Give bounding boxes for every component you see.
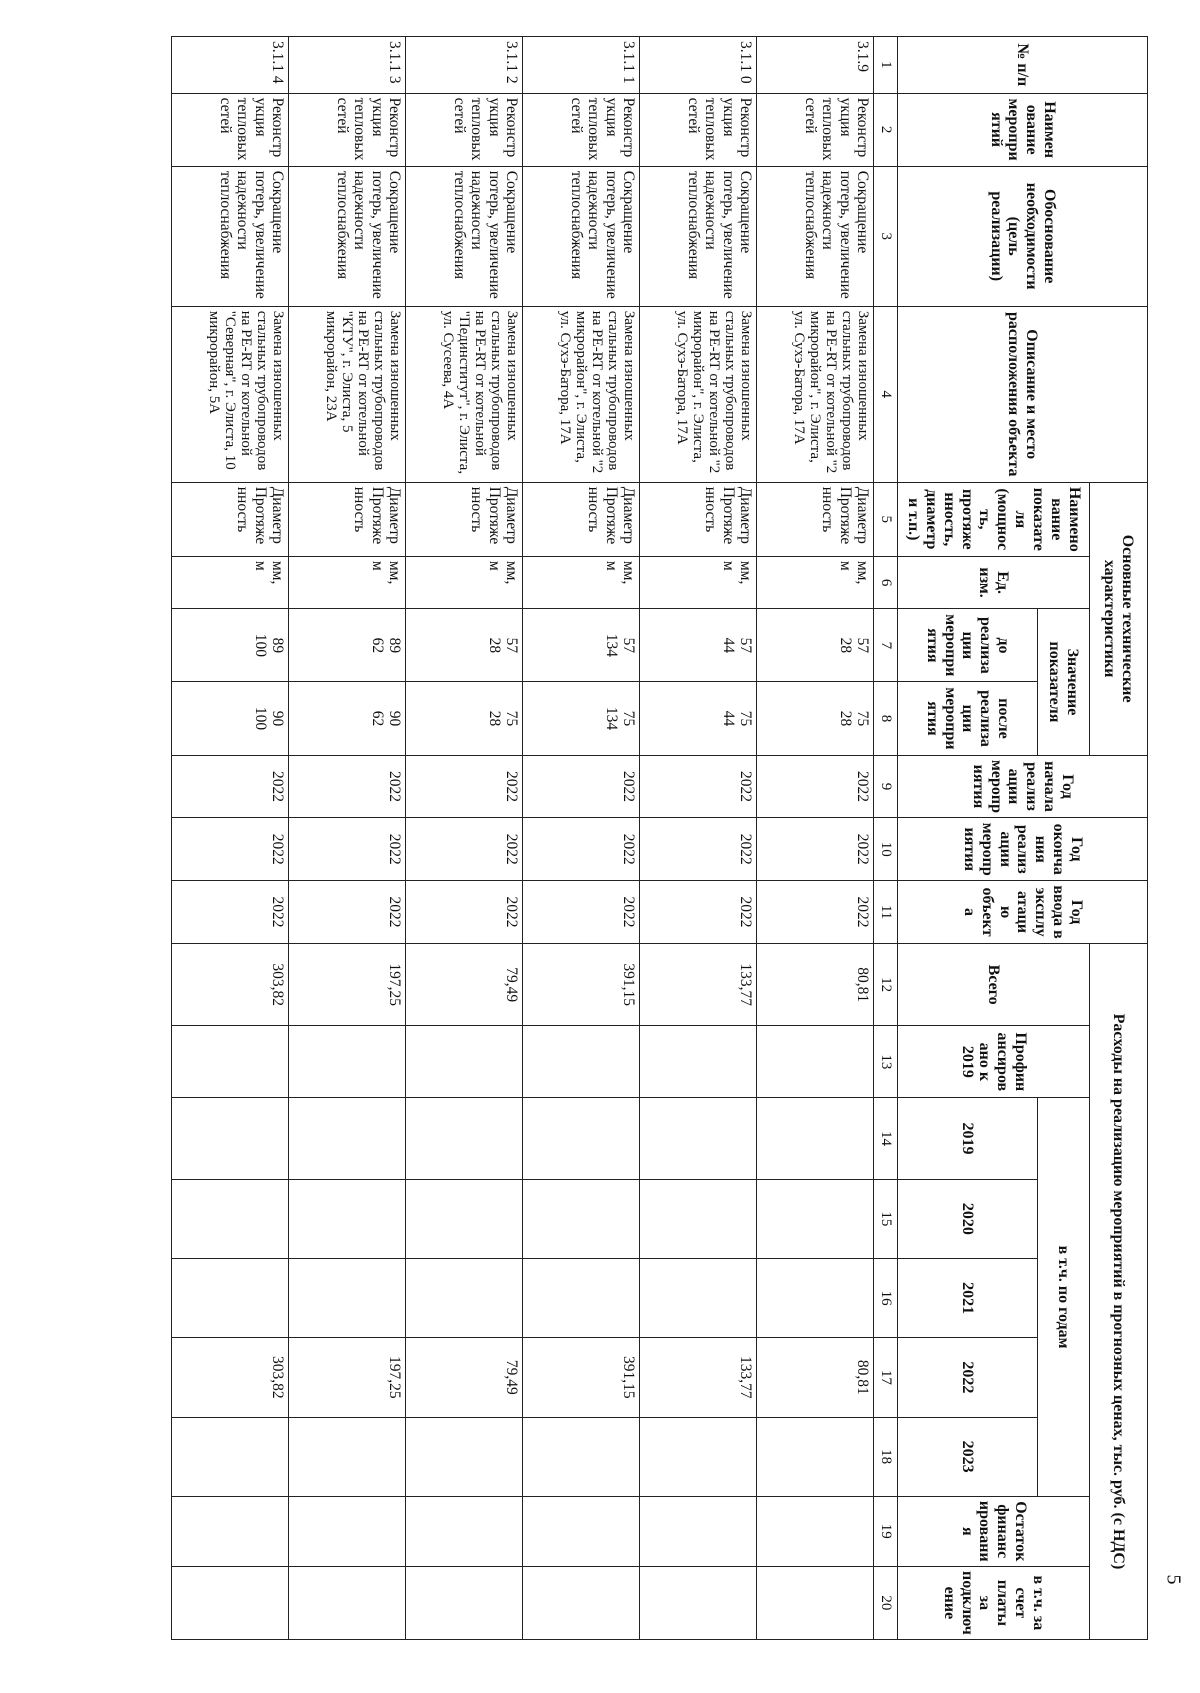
column-number: 11	[874, 881, 898, 944]
total-cost: 303,82	[172, 943, 289, 1025]
remainder-cell	[289, 1496, 406, 1566]
value-after: 75 134	[523, 682, 640, 755]
commission-year: 2022	[757, 881, 874, 944]
measure-name: Реконстр укция тепловых сетей	[406, 93, 523, 166]
connection-fee-cell	[523, 1566, 640, 1639]
start-year: 2022	[757, 755, 874, 818]
header-year-2019: 2019	[898, 1098, 1038, 1179]
financed-cell	[640, 1026, 757, 1098]
cost-2020	[640, 1179, 757, 1258]
header-description: Описание и место расположения объекта	[898, 306, 1148, 482]
cost-2019	[172, 1098, 289, 1179]
cost-2021	[406, 1258, 523, 1337]
end-year: 2022	[757, 818, 874, 881]
value-before: 57 44	[640, 609, 757, 682]
unit-cell: мм, м	[289, 556, 406, 609]
table-row	[406, 37, 523, 1640]
cost-2023	[523, 1417, 640, 1496]
column-number: 15	[874, 1179, 898, 1258]
value-after: 75 28	[757, 682, 874, 755]
connection-fee-cell	[757, 1566, 874, 1639]
value-before: 89 62	[289, 609, 406, 682]
header-total: Всего	[898, 943, 1090, 1025]
header-by-years: в т.ч. по годам	[1038, 1098, 1090, 1496]
value-before: 89 100	[172, 609, 289, 682]
connection-fee-cell	[640, 1566, 757, 1639]
description-cell: Замена изношенных стальных трубопроводов на PE-RT от котельной "2 микрорайон", г. Элиста, ул. Сухэ-Батора, 17А	[523, 306, 640, 482]
column-number: 7	[874, 609, 898, 682]
header-financed: Профинансировано к 2019	[898, 1026, 1090, 1098]
value-before: 57 134	[523, 609, 640, 682]
remainder-cell	[640, 1496, 757, 1566]
description-cell: Замена изношенных стальных трубопроводов на PE-RT от котельной "2 микрорайон", г. Элиста, ул. Сухэ-Батора, 17А	[640, 306, 757, 482]
measure-name: Реконстр укция тепловых сетей	[523, 93, 640, 166]
cost-2019	[757, 1098, 874, 1179]
end-year: 2022	[640, 818, 757, 881]
column-number: 16	[874, 1258, 898, 1337]
value-after: 75 28	[406, 682, 523, 755]
row-number: 3.1.1 3	[289, 37, 406, 94]
description-cell: Замена изношенных стальных трубопроводов на PE-RT от котельной "КТУ", г. Элиста, 5 микрорайон, 23А	[289, 306, 406, 482]
measure-name: Реконстр укция тепловых сетей	[289, 93, 406, 166]
indicator-cell: Диаметр Протяже нность	[640, 482, 757, 556]
cost-2023	[757, 1417, 874, 1496]
financed-cell	[172, 1026, 289, 1098]
cost-2020	[757, 1179, 874, 1258]
description-cell: Замена изношенных стальных трубопроводов на PE-RT от котельной "Пединститут", г. Элиста, ул. Сусеева, 4А	[406, 306, 523, 482]
header-before: до реализации мероприятия	[898, 609, 1038, 682]
unit-cell: мм, м	[172, 556, 289, 609]
end-year: 2022	[172, 818, 289, 881]
start-year: 2022	[640, 755, 757, 818]
cost-2019	[523, 1098, 640, 1179]
column-number: 1	[874, 37, 898, 94]
header-end-year: Год окончания реализации мероприятия	[898, 818, 1148, 881]
reason-cell: Сокращение потерь, увеличение надежности теплоснабжения	[172, 166, 289, 306]
measure-name: Реконстр укция тепловых сетей	[640, 93, 757, 166]
table-row	[172, 37, 289, 1640]
reason-cell: Сокращение потерь, увеличение надежности теплоснабжения	[289, 166, 406, 306]
end-year: 2022	[523, 818, 640, 881]
remainder-cell	[172, 1496, 289, 1566]
column-number: 12	[874, 943, 898, 1025]
column-number: 9	[874, 755, 898, 818]
reason-cell: Сокращение потерь, увеличение надежности теплоснабжения	[640, 166, 757, 306]
column-number: 10	[874, 818, 898, 881]
cost-2022: 79,49	[406, 1338, 523, 1417]
header-commission-year: Год ввода в эксплуатацию объекта	[898, 881, 1148, 944]
unit-cell: мм, м	[640, 556, 757, 609]
cost-2019	[640, 1098, 757, 1179]
connection-fee-cell	[172, 1566, 289, 1639]
connection-fee-cell	[406, 1566, 523, 1639]
page-number: 5	[1162, 1574, 1185, 1585]
start-year: 2022	[289, 755, 406, 818]
header-reason: Обоснование необходимости (цель реализации)	[898, 166, 1148, 306]
description-cell: Замена изношенных стальных трубопроводов на PE-RT от котельной "Северная", г. Элиста, 10 микрорайон, 5А	[172, 306, 289, 482]
header-year-2022: 2022	[898, 1338, 1038, 1417]
cost-2020	[172, 1179, 289, 1258]
row-number: 3.1.9	[757, 37, 874, 94]
table-row	[757, 37, 874, 1640]
header-num: № п/п	[898, 37, 1148, 94]
cost-2023	[406, 1417, 523, 1496]
total-cost: 79,49	[406, 943, 523, 1025]
header-tech-characteristics: Основные технические характеристики	[1090, 482, 1148, 755]
header-costs: Расходы на реализацию мероприятий в прогнозных ценах, тыс. руб. (с НДС)	[1090, 943, 1148, 1639]
rotated-page	[172, 36, 1148, 1640]
start-year: 2022	[406, 755, 523, 818]
cost-2023	[289, 1417, 406, 1496]
column-number: 18	[874, 1417, 898, 1496]
cost-2022: 303,82	[172, 1338, 289, 1417]
reason-cell: Сокращение потерь, увеличение надежности теплоснабжения	[523, 166, 640, 306]
header-indicator: Наименование показателя (мощность, протяженность, диаметр и т.п.)	[898, 482, 1090, 556]
table-row	[640, 37, 757, 1640]
header-unit: Ед. изм.	[898, 556, 1090, 609]
end-year: 2022	[406, 818, 523, 881]
column-number: 3	[874, 166, 898, 306]
header-indicator-value: Значение показателя	[1038, 609, 1090, 755]
financed-cell	[406, 1026, 523, 1098]
cost-2023	[172, 1417, 289, 1496]
column-number: 20	[874, 1566, 898, 1639]
connection-fee-cell	[289, 1566, 406, 1639]
cost-2020	[289, 1179, 406, 1258]
value-after: 90 100	[172, 682, 289, 755]
indicator-cell: Диаметр Протяже нность	[523, 482, 640, 556]
column-number: 6	[874, 556, 898, 609]
value-after: 90 62	[289, 682, 406, 755]
financed-cell	[289, 1026, 406, 1098]
commission-year: 2022	[523, 881, 640, 944]
total-cost: 133,77	[640, 943, 757, 1025]
unit-cell: мм, м	[757, 556, 874, 609]
commission-year: 2022	[640, 881, 757, 944]
commission-year: 2022	[172, 881, 289, 944]
row-number: 3.1.1 1	[523, 37, 640, 94]
cost-2023	[640, 1417, 757, 1496]
measure-name: Реконстр укция тепловых сетей	[757, 93, 874, 166]
financed-cell	[757, 1026, 874, 1098]
column-number: 5	[874, 482, 898, 556]
indicator-cell: Диаметр Протяже нность	[172, 482, 289, 556]
cost-2021	[523, 1258, 640, 1337]
remainder-cell	[406, 1496, 523, 1566]
cost-2021	[289, 1258, 406, 1337]
indicator-cell: Диаметр Протяже нность	[757, 482, 874, 556]
value-before: 57 28	[406, 609, 523, 682]
cost-2022: 391,15	[523, 1338, 640, 1417]
table-row	[523, 37, 640, 1640]
indicator-cell: Диаметр Протяже нность	[289, 482, 406, 556]
unit-cell: мм, м	[406, 556, 523, 609]
column-number: 19	[874, 1496, 898, 1566]
header-name: Наименование мероприятий	[898, 93, 1148, 166]
cost-2022: 133,77	[640, 1338, 757, 1417]
column-number: 4	[874, 306, 898, 482]
unit-cell: мм, м	[523, 556, 640, 609]
header-year-2021: 2021	[898, 1258, 1038, 1337]
row-number: 3.1.1 4	[172, 37, 289, 94]
total-cost: 80,81	[757, 943, 874, 1025]
cost-2020	[406, 1179, 523, 1258]
reason-cell: Сокращение потерь, увеличение надежности теплоснабжения	[406, 166, 523, 306]
header-remainder: Остаток финансирования	[898, 1496, 1090, 1566]
column-numbers-row	[874, 37, 898, 1640]
header-year-2020: 2020	[898, 1179, 1038, 1258]
end-year: 2022	[289, 818, 406, 881]
column-number: 2	[874, 93, 898, 166]
cost-2022: 197,25	[289, 1338, 406, 1417]
cost-2019	[406, 1098, 523, 1179]
remainder-cell	[757, 1496, 874, 1566]
remainder-cell	[523, 1496, 640, 1566]
row-number: 3.1.1 2	[406, 37, 523, 94]
measure-name: Реконстр укция тепловых сетей	[172, 93, 289, 166]
reason-cell: Сокращение потерь, увеличение надежности теплоснабжения	[757, 166, 874, 306]
column-number: 17	[874, 1338, 898, 1417]
value-after: 75 44	[640, 682, 757, 755]
cost-2021	[640, 1258, 757, 1337]
description-cell: Замена изношенных стальных трубопроводов на PE-RT от котельной "2 микрорайон", г. Элиста, ул. Сухэ-Батора, 17А	[757, 306, 874, 482]
commission-year: 2022	[406, 881, 523, 944]
start-year: 2022	[523, 755, 640, 818]
cost-2021	[757, 1258, 874, 1337]
value-before: 57 28	[757, 609, 874, 682]
column-number: 8	[874, 682, 898, 755]
investment-program-table	[171, 36, 1148, 1640]
financed-cell	[523, 1026, 640, 1098]
total-cost: 391,15	[523, 943, 640, 1025]
cost-2022: 80,81	[757, 1338, 874, 1417]
cost-2019	[289, 1098, 406, 1179]
total-cost: 197,25	[289, 943, 406, 1025]
header-connection-fee: в т.ч. за счет платы за подключение	[898, 1566, 1090, 1639]
start-year: 2022	[172, 755, 289, 818]
cost-2021	[172, 1258, 289, 1337]
table-row	[289, 37, 406, 1640]
cost-2020	[523, 1179, 640, 1258]
column-number: 13	[874, 1026, 898, 1098]
header-year-2023: 2023	[898, 1417, 1038, 1496]
commission-year: 2022	[289, 881, 406, 944]
column-number: 14	[874, 1098, 898, 1179]
header-after: после реализации мероприятия	[898, 682, 1038, 755]
row-number: 3.1.1 0	[640, 37, 757, 94]
indicator-cell: Диаметр Протяже нность	[406, 482, 523, 556]
header-start-year: Год начала реализации мероприятия	[898, 755, 1148, 818]
